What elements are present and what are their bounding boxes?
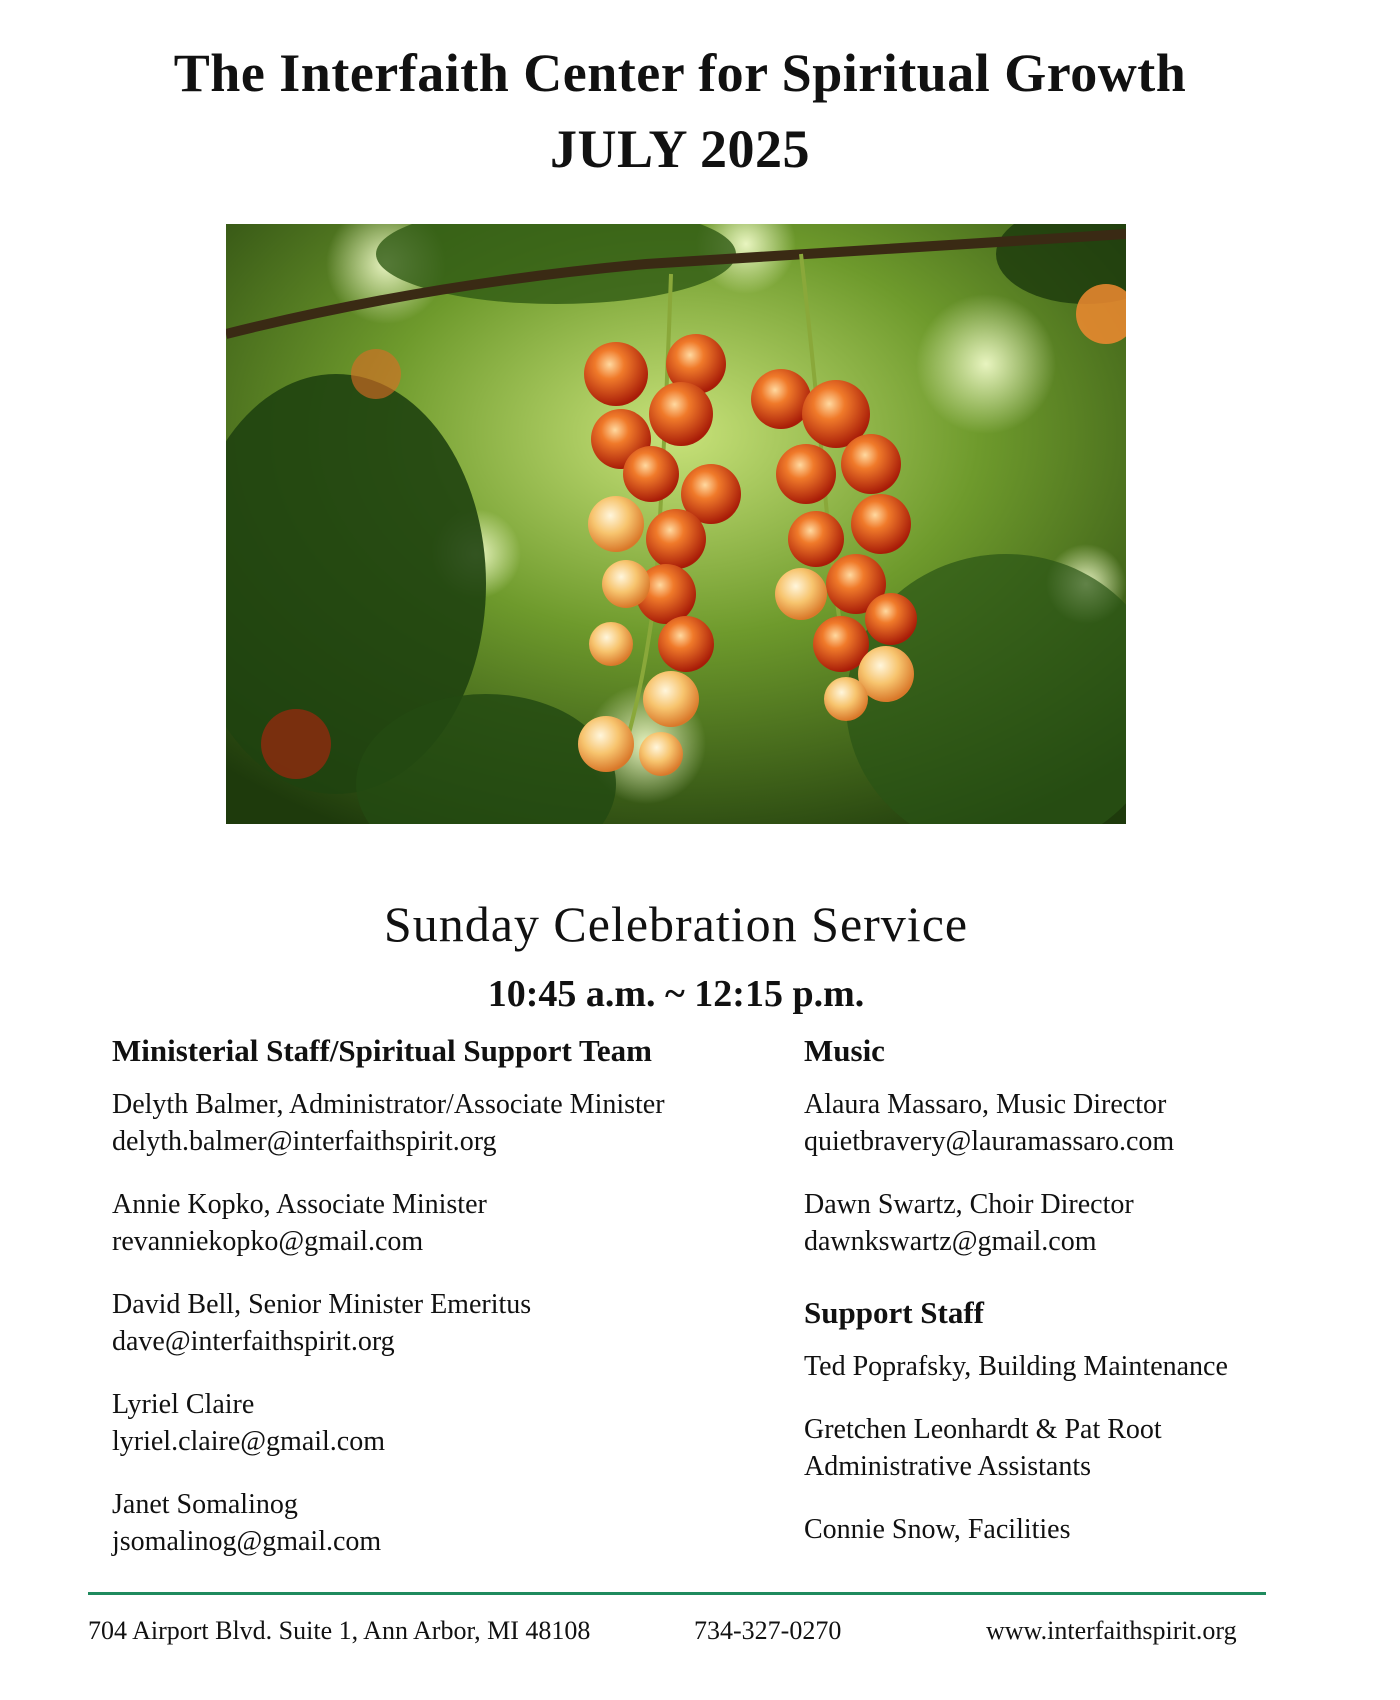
staff-email[interactable]: delyth.balmer@interfaithspirit.org <box>112 1126 497 1157</box>
support-entry <box>804 1348 1324 1385</box>
newsletter-month: JULY 2025 <box>549 119 811 179</box>
staff-entry <box>112 1486 792 1560</box>
staff-entry <box>112 1386 792 1460</box>
music-heading: Music <box>804 1033 885 1068</box>
support-staff-line: Gretchen Leonhardt & Pat Root <box>804 1414 1162 1445</box>
staff-name: David Bell, Senior Minister Emeritus <box>112 1289 532 1320</box>
support-entry <box>804 1511 1324 1548</box>
music-entry <box>804 1186 1324 1260</box>
ministerial-section <box>112 1032 792 1586</box>
staff-name: Delyth Balmer, Administrator/Associate Minister <box>112 1089 665 1120</box>
footer-website-link[interactable]: www.interfaithspirit.org <box>986 1616 1237 1645</box>
music-support-section <box>804 1032 1324 1574</box>
staff-name: Janet Somalinog <box>112 1489 298 1520</box>
support-staff-line: Ted Poprafsky, Building Maintenance <box>804 1351 1228 1382</box>
footer-address: 704 Airport Blvd. Suite 1, Ann Arbor, MI 48108 <box>88 1616 591 1645</box>
ministerial-heading: Ministerial Staff/Spiritual Support Team <box>112 1033 652 1068</box>
support-staff-role: Administrative Assistants <box>804 1451 1091 1482</box>
footer-divider <box>88 1592 1266 1595</box>
staff-email[interactable]: revanniekopko@gmail.com <box>112 1226 424 1257</box>
music-staff-name: Dawn Swartz, Choir Director <box>804 1189 1134 1220</box>
music-staff-name: Alaura Massaro, Music Director <box>804 1089 1167 1120</box>
support-staff-heading: Support Staff <box>804 1295 985 1330</box>
music-staff-email[interactable]: quietbravery@lauramassaro.com <box>804 1126 1175 1157</box>
staff-entry <box>112 1186 792 1260</box>
staff-email[interactable]: jsomalinog@gmail.com <box>112 1526 382 1557</box>
page-title: The Interfaith Center for Spiritual Growth <box>173 43 1187 103</box>
staff-name: Annie Kopko, Associate Minister <box>112 1189 487 1220</box>
staff-entry <box>112 1086 792 1160</box>
staff-email[interactable]: lyriel.claire@gmail.com <box>112 1426 386 1457</box>
red-currants-photo <box>226 224 1126 824</box>
support-staff-line: Connie Snow, Facilities <box>804 1514 1071 1545</box>
service-title: Sunday Celebration Service <box>383 896 969 952</box>
support-entry <box>804 1411 1324 1485</box>
staff-entry <box>112 1286 792 1360</box>
footer-phone[interactable]: 734-327-0270 <box>694 1616 842 1645</box>
staff-email[interactable]: dave@interfaithspirit.org <box>112 1326 395 1357</box>
staff-name: Lyriel Claire <box>112 1389 255 1420</box>
music-entry <box>804 1086 1324 1160</box>
music-staff-email[interactable]: dawnkswartz@gmail.com <box>804 1226 1097 1257</box>
service-time: 10:45 a.m. ~ 12:15 p.m. <box>487 973 865 1015</box>
